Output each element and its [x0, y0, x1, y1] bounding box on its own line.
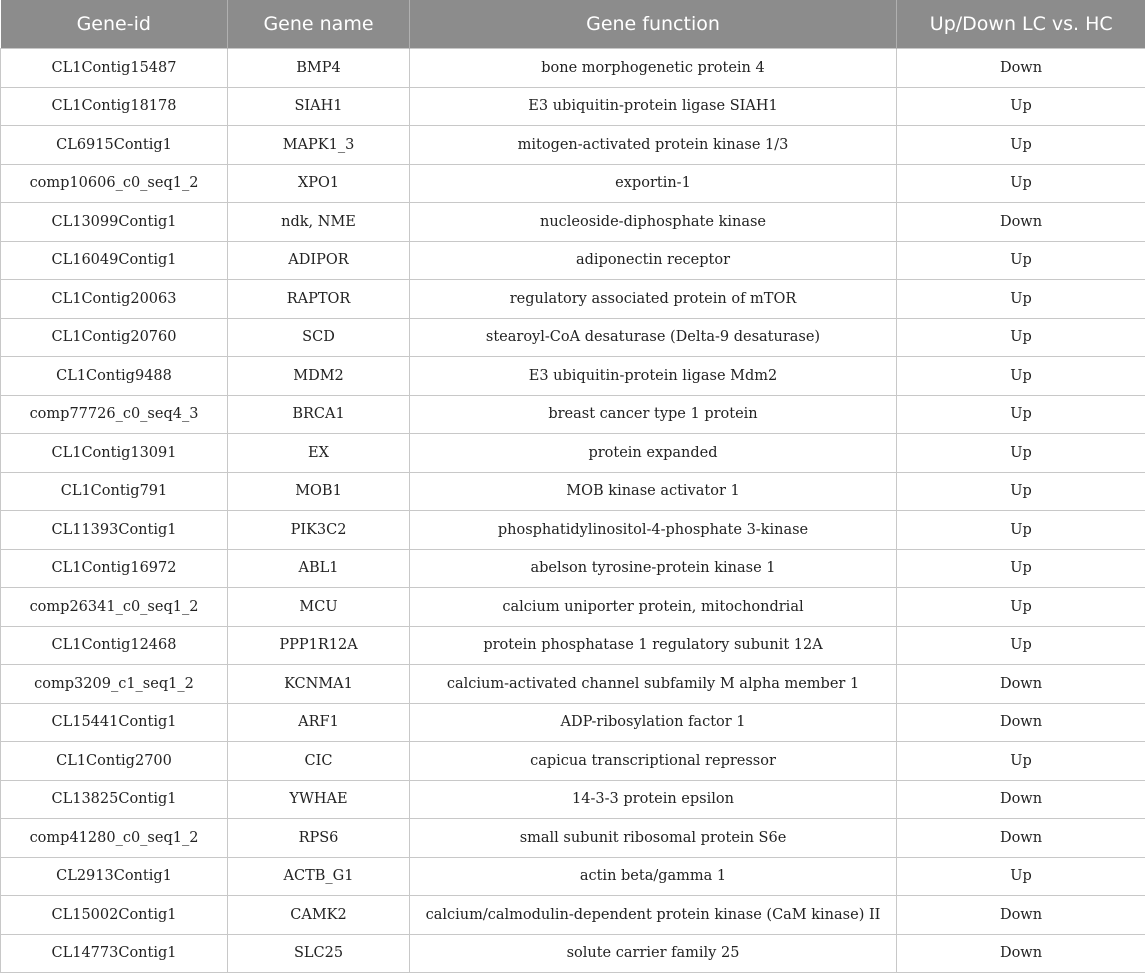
- gene-id-cell: comp26341_c0_seq1_2: [1, 588, 228, 627]
- table-row: [1, 126, 1145, 165]
- table-row: [1, 280, 1145, 319]
- gene-name-cell: SLC25: [228, 934, 410, 973]
- gene-id-cell: CL6915Contig1: [1, 126, 228, 165]
- gene-name-cell: RPS6: [228, 819, 410, 858]
- gene-function-cell: phosphatidylinositol-4-phosphate 3-kinase: [410, 511, 897, 550]
- gene-name-cell: MOB1: [228, 472, 410, 511]
- table-row: [1, 742, 1145, 781]
- gene-function-cell: bone morphogenetic protein 4: [410, 49, 897, 88]
- table-row: [1, 241, 1145, 280]
- table-row: [1, 588, 1145, 627]
- gene-name-cell: ACTB_G1: [228, 857, 410, 896]
- table-body: [1, 49, 1145, 973]
- regulation-cell: Up: [897, 126, 1145, 165]
- table-header: [1, 0, 1145, 49]
- header-gene-function: Gene function: [410, 0, 897, 49]
- header-gene-id: Gene-id: [1, 0, 228, 49]
- gene-function-cell: E3 ubiquitin-protein ligase SIAH1: [410, 87, 897, 126]
- table-row: [1, 472, 1145, 511]
- regulation-cell: Down: [897, 780, 1145, 819]
- gene-name-cell: ADIPOR: [228, 241, 410, 280]
- gene-id-cell: CL16049Contig1: [1, 241, 228, 280]
- gene-id-cell: CL1Contig20760: [1, 318, 228, 357]
- gene-function-cell: mitogen-activated protein kinase 1/3: [410, 126, 897, 165]
- gene-name-cell: MCU: [228, 588, 410, 627]
- table-row: [1, 395, 1145, 434]
- regulation-cell: Down: [897, 203, 1145, 242]
- gene-name-cell: RAPTOR: [228, 280, 410, 319]
- regulation-cell: Up: [897, 588, 1145, 627]
- gene-name-cell: MAPK1_3: [228, 126, 410, 165]
- regulation-cell: Up: [897, 357, 1145, 396]
- table-row: [1, 819, 1145, 858]
- regulation-cell: Up: [897, 241, 1145, 280]
- regulation-cell: Down: [897, 934, 1145, 973]
- gene-id-cell: comp10606_c0_seq1_2: [1, 164, 228, 203]
- gene-id-cell: CL15441Contig1: [1, 703, 228, 742]
- table-row: [1, 780, 1145, 819]
- gene-name-cell: ndk, NME: [228, 203, 410, 242]
- gene-id-cell: CL1Contig2700: [1, 742, 228, 781]
- gene-id-cell: CL14773Contig1: [1, 934, 228, 973]
- regulation-cell: Down: [897, 703, 1145, 742]
- gene-name-cell: BRCA1: [228, 395, 410, 434]
- gene-name-cell: YWHAE: [228, 780, 410, 819]
- gene-id-cell: CL13825Contig1: [1, 780, 228, 819]
- regulation-cell: Up: [897, 280, 1145, 319]
- gene-function-cell: actin beta/gamma 1: [410, 857, 897, 896]
- gene-function-cell: abelson tyrosine-protein kinase 1: [410, 549, 897, 588]
- gene-name-cell: ARF1: [228, 703, 410, 742]
- header-gene-name: Gene name: [228, 0, 410, 49]
- regulation-cell: Up: [897, 511, 1145, 550]
- gene-function-cell: MOB kinase activator 1: [410, 472, 897, 511]
- regulation-cell: Up: [897, 742, 1145, 781]
- table-row: [1, 896, 1145, 935]
- gene-function-cell: E3 ubiquitin-protein ligase Mdm2: [410, 357, 897, 396]
- regulation-cell: Up: [897, 318, 1145, 357]
- table-row: [1, 318, 1145, 357]
- gene-function-cell: 14-3-3 protein epsilon: [410, 780, 897, 819]
- table-row: [1, 203, 1145, 242]
- regulation-cell: Up: [897, 857, 1145, 896]
- gene-function-cell: protein expanded: [410, 434, 897, 473]
- gene-id-cell: CL2913Contig1: [1, 857, 228, 896]
- regulation-cell: Down: [897, 665, 1145, 704]
- table-row: [1, 703, 1145, 742]
- gene-id-cell: comp41280_c0_seq1_2: [1, 819, 228, 858]
- gene-name-cell: XPO1: [228, 164, 410, 203]
- regulation-cell: Up: [897, 87, 1145, 126]
- gene-function-cell: calcium-activated channel subfamily M alpha member 1: [410, 665, 897, 704]
- regulation-cell: Up: [897, 472, 1145, 511]
- regulation-cell: Down: [897, 896, 1145, 935]
- gene-id-cell: CL1Contig13091: [1, 434, 228, 473]
- gene-function-cell: capicua transcriptional repressor: [410, 742, 897, 781]
- gene-id-cell: CL11393Contig1: [1, 511, 228, 550]
- gene-function-cell: breast cancer type 1 protein: [410, 395, 897, 434]
- table-row: [1, 357, 1145, 396]
- regulation-cell: Up: [897, 164, 1145, 203]
- gene-id-cell: comp3209_c1_seq1_2: [1, 665, 228, 704]
- table-row: [1, 511, 1145, 550]
- table-row: [1, 626, 1145, 665]
- regulation-cell: Up: [897, 549, 1145, 588]
- table-row: [1, 934, 1145, 973]
- regulation-cell: Up: [897, 626, 1145, 665]
- gene-id-cell: CL1Contig15487: [1, 49, 228, 88]
- table-row: [1, 549, 1145, 588]
- regulation-cell: Up: [897, 395, 1145, 434]
- gene-function-cell: calcium uniporter protein, mitochondrial: [410, 588, 897, 627]
- gene-id-cell: CL1Contig791: [1, 472, 228, 511]
- gene-function-cell: nucleoside-diphosphate kinase: [410, 203, 897, 242]
- gene-name-cell: SIAH1: [228, 87, 410, 126]
- gene-name-cell: KCNMA1: [228, 665, 410, 704]
- gene-name-cell: EX: [228, 434, 410, 473]
- gene-function-cell: solute carrier family 25: [410, 934, 897, 973]
- gene-function-cell: regulatory associated protein of mTOR: [410, 280, 897, 319]
- gene-function-cell: stearoyl-CoA desaturase (Delta-9 desaturase): [410, 318, 897, 357]
- gene-id-cell: CL1Contig9488: [1, 357, 228, 396]
- gene-function-cell: small subunit ribosomal protein S6e: [410, 819, 897, 858]
- gene-function-cell: ADP-ribosylation factor 1: [410, 703, 897, 742]
- regulation-cell: Down: [897, 49, 1145, 88]
- regulation-cell: Up: [897, 434, 1145, 473]
- table-row: [1, 49, 1145, 88]
- table-row: [1, 164, 1145, 203]
- header-row: [1, 0, 1145, 49]
- header-regulation: Up/Down LC vs. HC: [897, 0, 1145, 49]
- gene-name-cell: SCD: [228, 318, 410, 357]
- gene-id-cell: CL15002Contig1: [1, 896, 228, 935]
- gene-name-cell: PIK3C2: [228, 511, 410, 550]
- table-row: [1, 434, 1145, 473]
- gene-id-cell: CL1Contig12468: [1, 626, 228, 665]
- gene-id-cell: CL1Contig18178: [1, 87, 228, 126]
- gene-name-cell: CIC: [228, 742, 410, 781]
- gene-name-cell: PPP1R12A: [228, 626, 410, 665]
- table-row: [1, 87, 1145, 126]
- table-row: [1, 665, 1145, 704]
- gene-name-cell: ABL1: [228, 549, 410, 588]
- table-row: [1, 857, 1145, 896]
- gene-function-cell: adiponectin receptor: [410, 241, 897, 280]
- gene-id-cell: CL13099Contig1: [1, 203, 228, 242]
- gene-function-cell: protein phosphatase 1 regulatory subunit 12A: [410, 626, 897, 665]
- gene-id-cell: comp77726_c0_seq4_3: [1, 395, 228, 434]
- regulation-cell: Down: [897, 819, 1145, 858]
- gene-name-cell: CAMK2: [228, 896, 410, 935]
- gene-name-cell: MDM2: [228, 357, 410, 396]
- gene-function-cell: exportin-1: [410, 164, 897, 203]
- gene-id-cell: CL1Contig20063: [1, 280, 228, 319]
- gene-id-cell: CL1Contig16972: [1, 549, 228, 588]
- gene-function-cell: calcium/calmodulin-dependent protein kinase (CaM kinase) II: [410, 896, 897, 935]
- gene-name-cell: BMP4: [228, 49, 410, 88]
